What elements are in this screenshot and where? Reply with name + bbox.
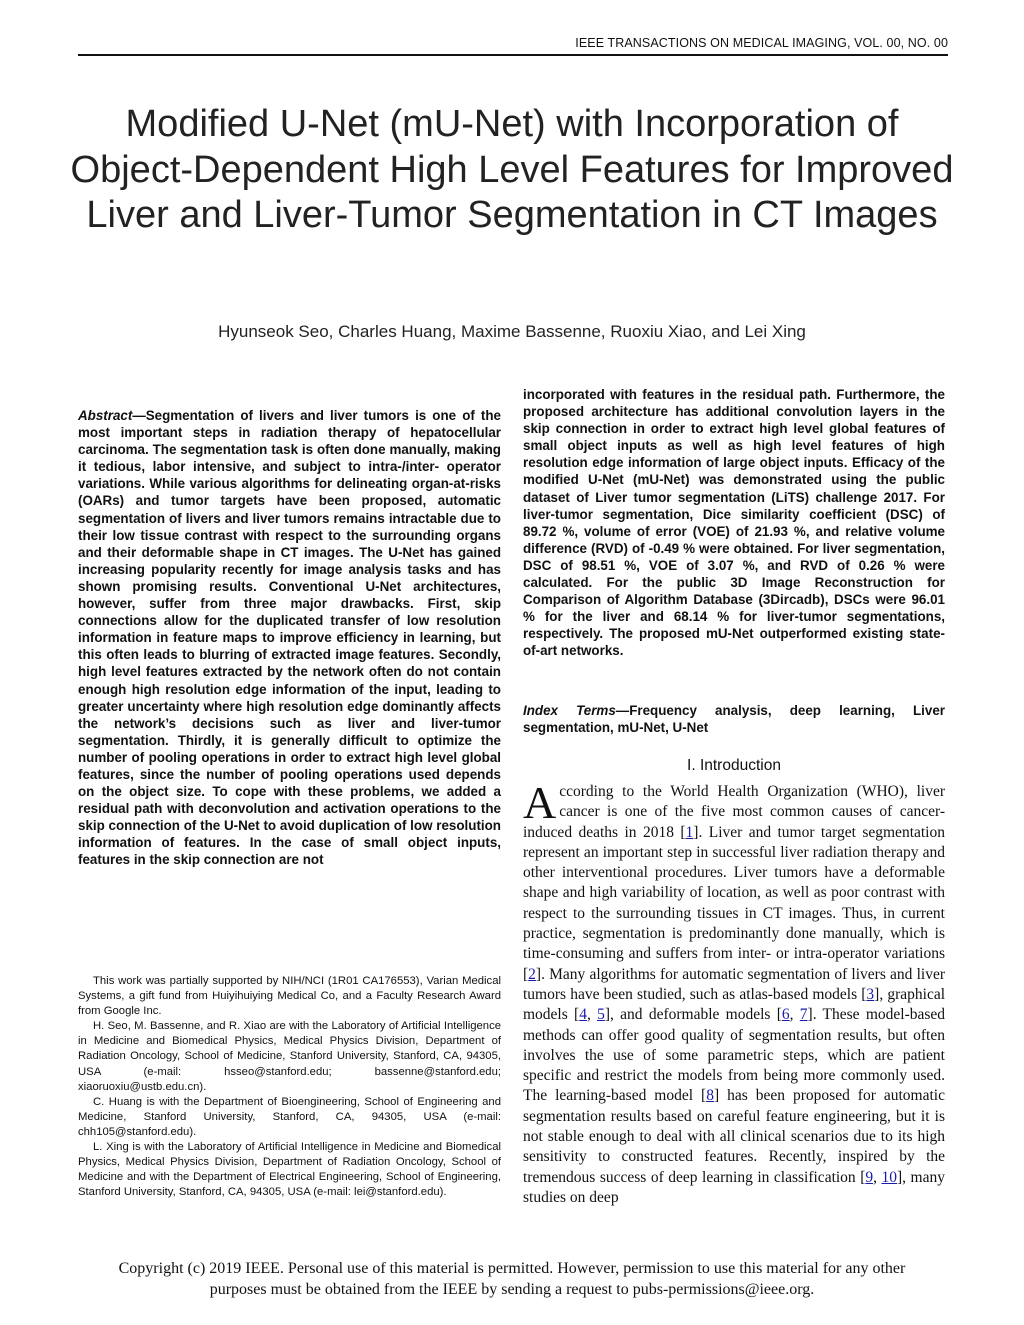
index-terms-text: —Frequency analysis, deep learning, Liver segmentation, mU-Net, U-Net [523, 703, 946, 736]
citation-link[interactable]: 3 [866, 985, 875, 1003]
citation-link[interactable]: 2 [528, 965, 536, 983]
journal-header: IEEE TRANSACTIONS ON MEDICAL IMAGING, VOL. 00, NO. 00 [575, 36, 948, 50]
intro-text: ], and deformable models [ [604, 1006, 782, 1024]
citation-link[interactable]: 4 [579, 1006, 587, 1024]
citation-link[interactable]: 6 [781, 1006, 790, 1024]
abstract-label: Abstract [78, 408, 133, 423]
intro-text: , [789, 1006, 800, 1024]
abstract-text-left: —Segmentation of livers and liver tumors is one of the most important steps in radiation therapy of hepatocellular carcinoma. The segmentation task is often done manually, making it tedious, labor intensive, and subject to intra-/inter- operator variations. While various algorithms for delineating organ-at-risks (OARs) and tumor targets have been proposed, automatic segmentation of livers and liver tumors remains intractable due to their low tissue contrast with respect to the surrounding organs and their deformable shape in CT images. The U-Net has gained increasing popularity recently for image analysis tasks and has shown promising results. Conventional U-Net architectures, however, suffer from three major drawbacks. First, skip connections allow for the duplicated transfer of low resolution information in feature maps to improve efficiency in learning, but this often leads to blurring of extracted image features. Secondly, high level features extracted by the network often do not contain enough high resolution edge information of the input, leading to greater uncertainty where high resolution edge dominantly affects the network’s decisions such as liver and liver-tumor segmentation. Thirdly, it is generally difficult to optimize the number of pooling operations in order to extract high level global features, since the number of pooling operations used depends on the object size. To cope with these problems, we added a residual path with deconvolution and activation operations to the skip connection of the U-Net to avoid duplication of low resolution information of features. In the case of small object inputs, features in the skip connection are not [78, 408, 501, 868]
introduction-paragraph [523, 777, 946, 1208]
citation-link[interactable]: 1 [685, 823, 694, 841]
paper-title: Modified U-Net (mU-Net) with Incorporation of Object-Dependent High Level Features for Improved Liver and Liver-Tumor Segmentation in CT Images [70, 103, 954, 236]
section-heading: I. Introduction [687, 757, 781, 774]
citation-link[interactable]: 7 [799, 1006, 808, 1024]
footnotes [78, 974, 501, 1200]
citation-link[interactable]: 5 [597, 1006, 605, 1024]
citation-link[interactable]: 10 [881, 1168, 897, 1186]
footnote-funding: This work was partially supported by NIH/NCI (1R01 CA176553), Varian Medical Systems, a gift fund from Huiyihuiying Medical Co, and a Faculty Research Award from Google Inc. [78, 975, 501, 1018]
author-list: Hyunseok Seo, Charles Huang, Maxime Bassenne, Ruoxiu Xiao, and Lei Xing [218, 322, 806, 341]
index-terms [523, 702, 945, 736]
intro-text: ]. Many algorithms for automatic segmentation of livers and liver tumors have been studied, such as atlas-based models [ [523, 965, 945, 1003]
citation-link[interactable]: 9 [865, 1168, 874, 1186]
copyright-notice [60, 1258, 964, 1300]
intro-text: ]. Liver and tumor target segmentation represent an important step in successful liver radiation therapy and other interventional procedures. Liver tumors have a deformable shape and high variability of location, as well as poor contrast with respect to the surrounding tissues in CT images. Thus, in current practice, segmentation is predominantly done manually, which is time-consuming and suffers from inter- or intra-operator variations [ [523, 823, 945, 983]
abstract-right: incorporated with features in the residual path. Furthermore, the proposed architecture has additional convolution layers in the skip connection in order to extract high level global features of small object inputs as well as high level features of high resolution edge information of large object inputs. Efficacy of the modified U-Net (mU-Net) was demonstrated using the public dataset of Liver tumor segmentation (LiTS) challenge 2017. For liver-tumor segmentation, Dice similarity coefficient (DSC) of 89.72 %, volume of error (VOE) of 21.93 %, and relative volume difference (RVD) of -0.49 % were obtained. For liver segmentation, DSC of 98.51 %, VOE of 3.07 %, and RVD of 0.26 % were calculated. For the public 3D Image Reconstruction for Comparison of Algorithm Database (3Dircadb), DSCs were 96.01 % for the liver and 68.14 % for liver-tumor segmentations, respectively. The proposed mU-Net outperformed existing state-of-art networks. [523, 387, 945, 659]
drop-cap: A [523, 777, 557, 828]
abstract-left [78, 407, 501, 869]
copyright-line-2: purposes must be obtained from the IEEE by sending a request to pubs-permissions@ieee.org. [209, 1281, 815, 1298]
footnote-affiliation-1: H. Seo, M. Bassenne, and R. Xiao are with the Laboratory of Artificial Intelligence in Medicine and Biomedical Physics, Medical Physics Division, Department of Radiation Oncology, School of Medicine, Stanford University, Stanford, CA, 94305, USA (e-mail: hsseo@stanford.edu; bassenne@stanford.edu; xiaoruoxiu@ustb.edu.cn). [78, 1020, 501, 1093]
intro-text: ] has been proposed for automatic segmentation results based on careful feature engineering, but it is not stable enough to deal with all clinical scenarios due to its high sensitivity to constructed features. Recently, inspired by the tremendous success of deep learning in classification [ [523, 1087, 945, 1186]
citation-link[interactable]: 8 [706, 1087, 714, 1105]
intro-text: ], graphical models [ [523, 985, 946, 1024]
index-terms-label: Index Terms [523, 703, 616, 718]
running-header [78, 34, 948, 56]
intro-text: ], many studies on deep [523, 1168, 945, 1206]
intro-text: , [873, 1168, 882, 1186]
intro-text: , [586, 1006, 598, 1024]
footnote-affiliation-3: L. Xing is with the Laboratory of Artificial Intelligence in Medicine and Biomedical Physics, Medical Physics Division, Department of Radiation Oncology, School of Medicine and with the Department of Electrical Engineering, School of Engineering, Stanford University, Stanford, CA, 94305, USA (e-mail: lei@stanford.edu). [78, 1141, 501, 1199]
copyright-line-1: Copyright (c) 2019 IEEE. Personal use of this material is permitted. However, permission to use this material for any other [118, 1260, 906, 1277]
footnote-affiliation-2: C. Huang is with the Department of Bioengineering, School of Engineering and Medicine, Stanford University, Stanford, CA, 94305, USA (e-mail: chh105@stanford.edu). [78, 1095, 501, 1138]
intro-text: ccording to the World Health Organization (WHO), liver cancer is one of the five most common causes of cancer-induced deaths in 2018 [ [523, 783, 945, 841]
intro-text: ]. These model-based methods can offer good quality of segmentation results, but often involves the use of some parametric steps, which are patient specific and restrict the models from being more commonly used. The learning-based model [ [523, 1006, 946, 1105]
